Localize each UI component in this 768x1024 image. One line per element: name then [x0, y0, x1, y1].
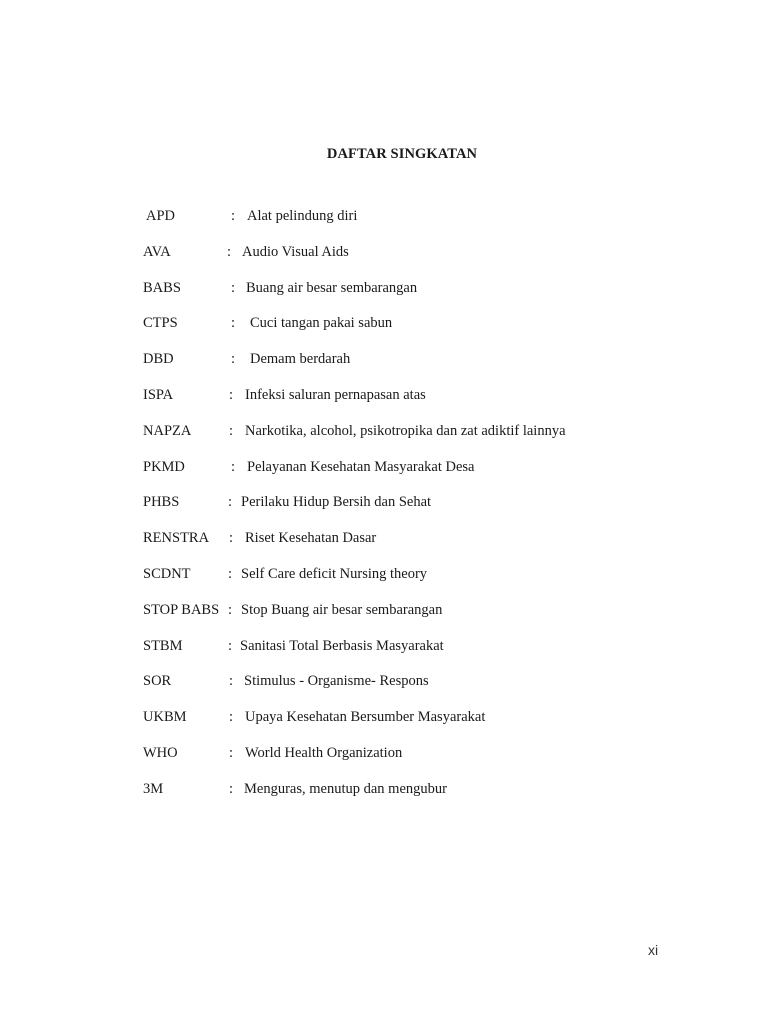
- abbreviation-entry: [143, 421, 703, 457]
- separator-colon: :: [231, 315, 236, 332]
- separator-colon: :: [229, 780, 234, 797]
- page-title: DAFTAR SINGKATAN: [326, 146, 478, 162]
- separator-colon: :: [231, 208, 236, 224]
- abbreviation-term: APD: [146, 208, 176, 224]
- separator-colon: :: [229, 673, 234, 690]
- abbreviation-entry: [143, 528, 703, 564]
- abbreviation-term: SCDNT: [143, 565, 191, 582]
- abbreviation-meaning: Menguras, menutup dan mengubur: [244, 780, 447, 797]
- abbreviation-meaning: Sanitasi Total Berbasis Masyarakat: [240, 637, 444, 654]
- separator-colon: :: [229, 422, 234, 439]
- separator-colon: :: [228, 494, 233, 511]
- abbreviation-entry: [143, 707, 703, 743]
- abbreviation-entry: [143, 242, 703, 278]
- abbreviation-term: DBD: [143, 351, 174, 368]
- abbreviation-term: PHBS: [143, 494, 180, 511]
- abbreviation-term: AVA: [143, 243, 171, 260]
- separator-colon: :: [231, 351, 236, 368]
- abbreviation-term: ISPA: [143, 386, 174, 403]
- abbreviation-meaning: Riset Kesehatan Dasar: [245, 530, 377, 547]
- abbreviation-term: 3M: [143, 780, 164, 797]
- separator-colon: :: [229, 530, 234, 547]
- abbreviation-meaning: Stop Buang air besar sembarangan: [241, 601, 443, 618]
- abbreviation-term: RENSTRA: [143, 530, 210, 547]
- abbreviation-meaning: Cuci tangan pakai sabun: [250, 315, 393, 332]
- separator-colon: :: [229, 386, 234, 403]
- abbreviation-term: BABS: [143, 279, 181, 296]
- abbreviation-meaning: Self Care deficit Nursing theory: [241, 565, 428, 582]
- separator-colon: :: [229, 709, 234, 726]
- abbreviation-meaning: Demam berdarah: [250, 351, 351, 368]
- separator-colon: :: [231, 458, 236, 475]
- abbreviation-entry: [143, 564, 703, 600]
- abbreviation-term: STOP BABS: [143, 601, 220, 618]
- separator-colon: :: [228, 601, 233, 618]
- abbreviation-entry: [143, 492, 703, 528]
- abbreviation-meaning: Pelayanan Kesehatan Masyarakat Desa: [247, 458, 475, 475]
- abbreviation-entry: [143, 600, 703, 636]
- separator-colon: :: [231, 279, 236, 296]
- abbreviation-meaning: Infeksi saluran pernapasan atas: [245, 386, 426, 403]
- abbreviation-term: SOR: [143, 673, 172, 690]
- abbreviation-term: PKMD: [143, 458, 185, 475]
- separator-colon: :: [229, 744, 234, 761]
- separator-colon: :: [228, 637, 233, 654]
- abbreviation-entry: [143, 385, 703, 421]
- separator-colon: :: [228, 565, 233, 582]
- separator-colon: :: [227, 243, 232, 260]
- abbreviation-list: [143, 206, 703, 815]
- abbreviation-meaning: Stimulus - Organisme- Respons: [244, 673, 429, 690]
- abbreviation-term: UKBM: [143, 709, 187, 726]
- abbreviation-meaning: Alat pelindung diri: [247, 208, 358, 224]
- abbreviation-entry: [143, 636, 703, 672]
- abbreviation-term: WHO: [143, 744, 178, 761]
- abbreviation-term: NAPZA: [143, 422, 192, 439]
- abbreviation-meaning: Buang air besar sembarangan: [246, 279, 418, 296]
- abbreviation-meaning: Perilaku Hidup Bersih dan Sehat: [241, 494, 432, 511]
- abbreviation-entry: [143, 313, 703, 349]
- abbreviation-term: STBM: [143, 637, 183, 654]
- abbreviation-meaning: Audio Visual Aids: [242, 243, 349, 260]
- abbreviation-entry: [143, 349, 703, 385]
- abbreviation-entry: [143, 457, 703, 493]
- page-number: xi: [648, 942, 659, 958]
- abbreviation-meaning: Narkotika, alcohol, psikotropika dan zat adiktif lainnya: [245, 422, 566, 439]
- abbreviation-entry: [143, 206, 703, 242]
- abbreviation-meaning: Upaya Kesehatan Bersumber Masyarakat: [245, 709, 486, 726]
- abbreviation-entry: [143, 743, 703, 779]
- abbreviation-entry: [143, 278, 703, 314]
- abbreviation-term: CTPS: [143, 315, 178, 332]
- abbreviation-meaning: World Health Organization: [245, 744, 403, 761]
- abbreviation-entry: [143, 779, 703, 815]
- abbreviation-entry: [143, 671, 703, 707]
